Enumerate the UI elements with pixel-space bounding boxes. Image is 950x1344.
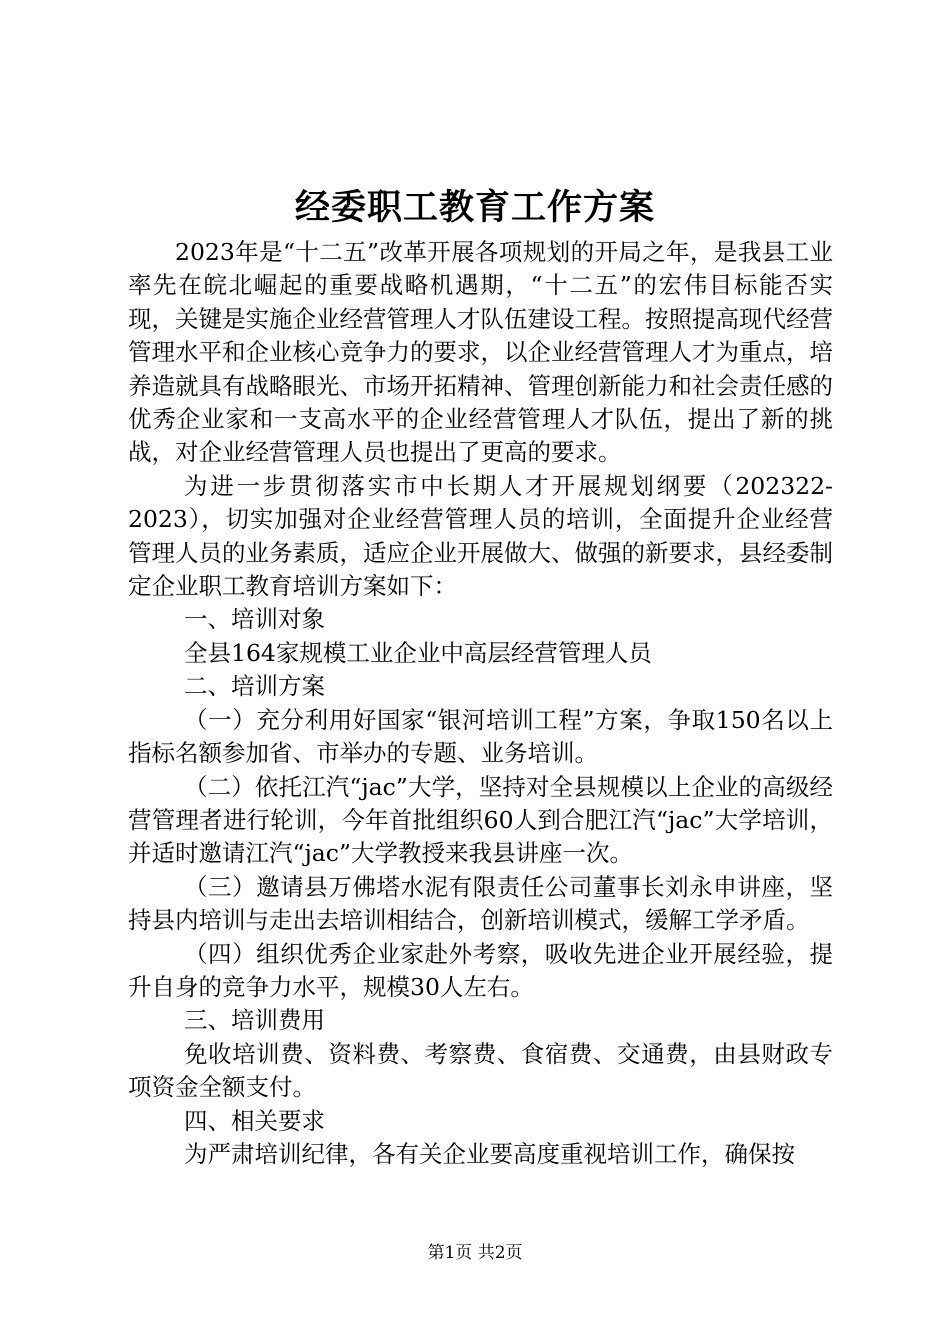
document-body <box>128 236 833 1171</box>
document-title: 经委职工教育工作方案 <box>294 187 655 228</box>
paragraph-requirements: 为严肃培训纪律，各有关企业要高度重视培训工作，确保按 <box>184 1139 795 1168</box>
paragraph-intro: 2023年是“十二五”改革开展各项规划的开局之年，是我县工业率先在皖北崛起的重要战略机遇期，“十二五”的宏伟目标能否实现，关键是实施企业经营管理人才队伍建设工程。按照提高现代经营管理水平和企业核心竞争力的要求，以企业经营管理人才为重点，培养造就具有战略眼光、市场开拓精神、管理创新能力和社会责任感的优秀企业家和一支高水平的企业经营管理人才队伍，提出了新的挑战，对企业经营管理人员也提出了更高的要求。 <box>128 238 833 467</box>
section-heading-requirements: 四、相关要求 <box>184 1106 325 1135</box>
section-heading-training-targets: 一、培训对象 <box>184 605 325 634</box>
paragraph-plan-item-2: （二）依托江汽“jac”大学，坚持对全县规模以上企业的高级经营管理者进行轮训，今年首批组织60人到合肥江汽“jac”大学培训，并适时邀请江汽“jac”大学教授来我县讲座一次。 <box>128 772 833 868</box>
paragraph-plan-item-3: （三）邀请县万佛塔水泥有限责任公司董事长刘永申讲座，坚持县内培训与走出去培训相结合，创新培训模式，缓解工学矛盾。 <box>128 872 833 935</box>
paragraph-training-costs: 免收培训费、资料费、考察费、食宿费、交通费，由县财政专项资金全额支付。 <box>128 1039 833 1102</box>
paragraph-purpose: 为进一步贯彻落实市中长期人才开展规划纲要（202322-2023），切实加强对企业经营管理人员的培训，全面提升企业经营管理人员的业务素质，适应企业开展做大、做强的新要求，县经委制定企业职工教育培训方案如下： <box>128 471 833 601</box>
paragraph-plan-item-1: （一）充分利用好国家“银河培训工程”方案，争取150名以上指标名额参加省、市举办的专题、业务培训。 <box>128 705 833 768</box>
page-indicator: 第1页 共2页 <box>427 1243 523 1263</box>
section-heading-training-plan: 二、培训方案 <box>184 672 325 701</box>
paragraph-plan-item-4: （四）组织优秀企业家赴外考察，吸收先进企业开展经验，提升自身的竞争力水平，规模30人左右。 <box>128 939 833 1001</box>
section-heading-training-costs: 三、培训费用 <box>184 1006 325 1035</box>
paragraph-training-targets: 全县164家规模工业企业中高层经营管理人员 <box>184 638 652 667</box>
